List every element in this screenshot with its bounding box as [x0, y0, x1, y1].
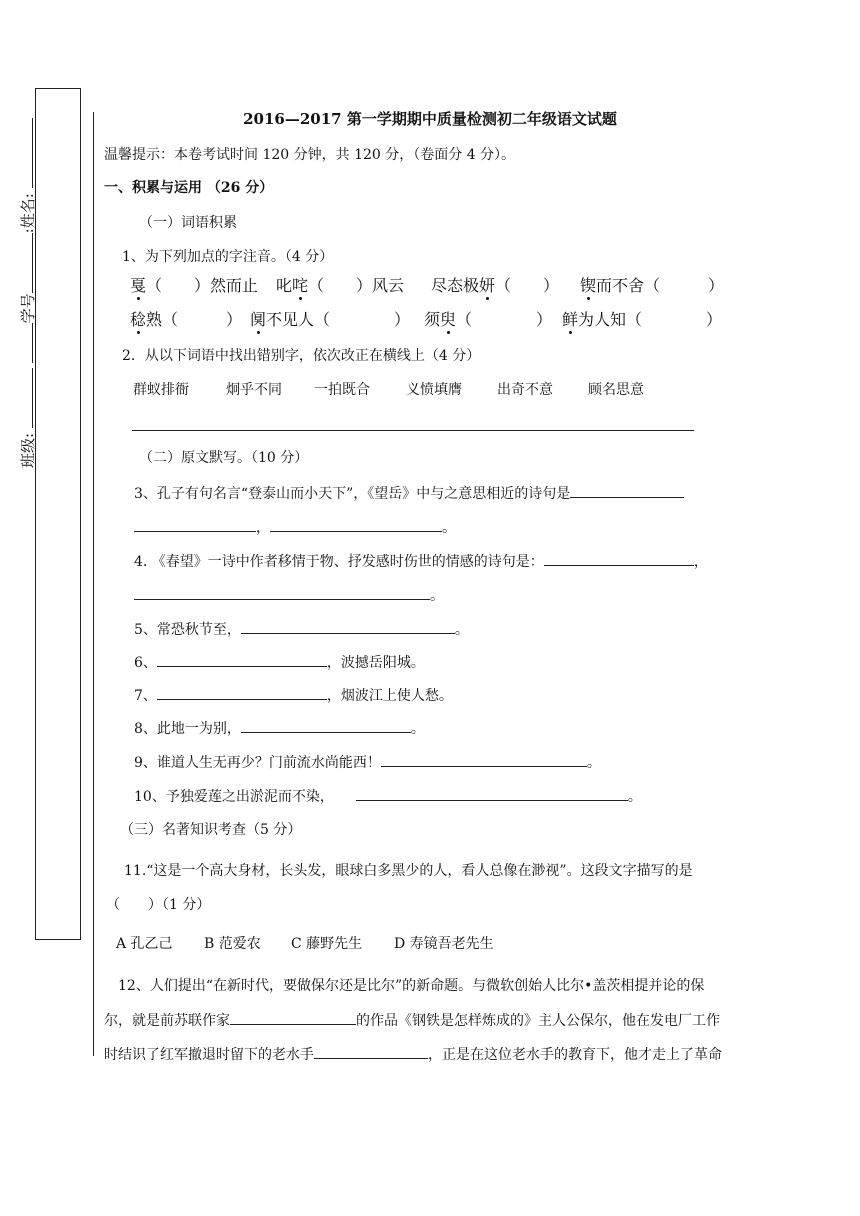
- q12-line3: 时结识了红军撤退时留下的老水手 ，正是在这位老水手的教育下，他才走上了革命: [104, 1044, 722, 1065]
- q1-row2-item3: 须臾（ ）: [424, 310, 553, 329]
- q3-line1: 3、孔子有句名言“登泰山而小天下”，《望岳》中与之意思相近的诗句是: [134, 483, 684, 504]
- dotted-char: 鲜: [562, 310, 579, 329]
- q10-blank[interactable]: [356, 786, 628, 801]
- student-id-line: [18, 323, 33, 363]
- q1-row1-item3: 尽态极妍（ ）: [431, 276, 560, 295]
- dotted-char: 咤: [292, 276, 309, 295]
- q2-answer-line[interactable]: [132, 430, 694, 431]
- q12-line2: 尔，就是前苏联作家 的作品《钢铁是怎样炼成的》主人公保尔，他在发电厂工作: [104, 1010, 720, 1031]
- q2-word: 群蚁排衙: [133, 382, 189, 398]
- q11-option-a[interactable]: A 孔乙己: [116, 936, 173, 952]
- q1-row2-item2: 阒不见人（ ）: [250, 310, 411, 329]
- q11-option-d[interactable]: D 寿镜吾老先生: [394, 936, 494, 952]
- q7: 7、 ，烟波江上使人愁。: [134, 685, 453, 706]
- q3-blank-b[interactable]: [134, 517, 256, 532]
- q12-blank-author[interactable]: [230, 1010, 356, 1025]
- margin-rule: [93, 112, 94, 1056]
- q11-line1: 11.“这是一个高大身材，长头发，眼球白多黑少的人，看人总像在渺视”。这段文字描写的是: [124, 863, 693, 879]
- q1-row2-item4: 鲜为人知（ ）: [562, 310, 723, 329]
- q3-line2: ， 。: [134, 517, 456, 538]
- q4-line2: 。: [134, 585, 444, 606]
- part-3-heading: （三）名著知识考查（5 分）: [120, 822, 302, 838]
- q2-word: 顾名思意: [588, 382, 644, 398]
- q10: 10、予独爱莲之出淤泥而不染， 。: [134, 786, 642, 807]
- q2-word: 一拍既合: [314, 382, 370, 398]
- q5: 5、常恐秋节至， 。: [134, 619, 469, 640]
- class-label: 班级:: [19, 432, 37, 468]
- q3-blank-a[interactable]: [570, 483, 684, 498]
- q12-blank-sailor[interactable]: [314, 1044, 428, 1059]
- q4-blank-a[interactable]: [544, 551, 694, 566]
- q11-option-b[interactable]: B 范爱农: [204, 936, 261, 952]
- q9: 9、谁道人生无再少？门前流水尚能西！ 。: [134, 752, 601, 773]
- q12-line1: 12、人们提出“在新时代，要做保尔还是比尔”的新命题。与微软创始人比尔•盖茨相提并论的保: [118, 978, 705, 994]
- q8-blank[interactable]: [241, 718, 411, 733]
- q11-line2[interactable]: （ ）（1 分）: [106, 897, 211, 913]
- q9-blank[interactable]: [381, 752, 587, 767]
- binding-margin-box: [35, 88, 81, 940]
- part-2-heading: （二）原文默写。（10 分）: [139, 450, 309, 466]
- q1-row1-item4: 锲而不舍（ ）: [580, 276, 725, 295]
- student-id-field[interactable]: [18, 243, 33, 293]
- id-tail-line: [18, 233, 33, 243]
- dotted-char: 阒: [250, 310, 267, 329]
- page-title: 2016—2017 第一学期期中质量检测初二年级语文试题: [243, 110, 617, 128]
- student-info-strip: [18, 0, 38, 468]
- q1-stem: 1、为下列加点的字注音。（4 分）: [122, 249, 334, 265]
- q7-blank[interactable]: [157, 685, 327, 700]
- q2-word: 炯乎不同: [226, 382, 282, 398]
- part-1-heading: （一）词语积累: [139, 215, 237, 231]
- q4-line1: 4. 《春望》一诗中作者移情于物、抒发感时伤世的情感的诗句是： ，: [134, 551, 708, 572]
- student-id-label: 学号: [19, 293, 37, 324]
- q2-word: 出奇不意: [497, 382, 553, 398]
- q1-row1-item2: 叱咤（ ）风云: [276, 276, 405, 295]
- class-field[interactable]: [18, 368, 33, 428]
- q2-stem: 2．从以下词语中找出错别字，依次改正在横线上（4 分）: [122, 348, 481, 364]
- dotted-char: 臾: [440, 310, 457, 329]
- dotted-char: 戛: [130, 276, 147, 295]
- q4-blank-b[interactable]: [134, 585, 430, 600]
- dotted-char: 稔: [130, 310, 147, 329]
- dotted-char: 锲: [580, 276, 597, 295]
- q1-row1-item1: 戛（ ）然而止: [130, 276, 259, 295]
- section-1-heading: 一、积累与运用 （26 分）: [104, 180, 274, 196]
- q8: 8、此地一为别， 。: [134, 718, 425, 739]
- q5-blank[interactable]: [241, 619, 455, 634]
- dotted-char: 妍: [479, 276, 496, 295]
- q3-blank-c[interactable]: [270, 517, 442, 532]
- name-label: :姓名:: [19, 193, 37, 234]
- q1-row2-item1: 稔熟（ ）: [130, 310, 243, 329]
- q6: 6、 ，波撼岳阳城。: [134, 652, 425, 673]
- q11-option-c[interactable]: C 藤野先生: [291, 936, 363, 952]
- q2-word: 义愤填膺: [406, 382, 462, 398]
- exam-notice: 温馨提示：本卷考试时间 120 分钟，共 120 分，（卷面分 4 分）。: [104, 147, 516, 163]
- q6-blank[interactable]: [157, 652, 327, 667]
